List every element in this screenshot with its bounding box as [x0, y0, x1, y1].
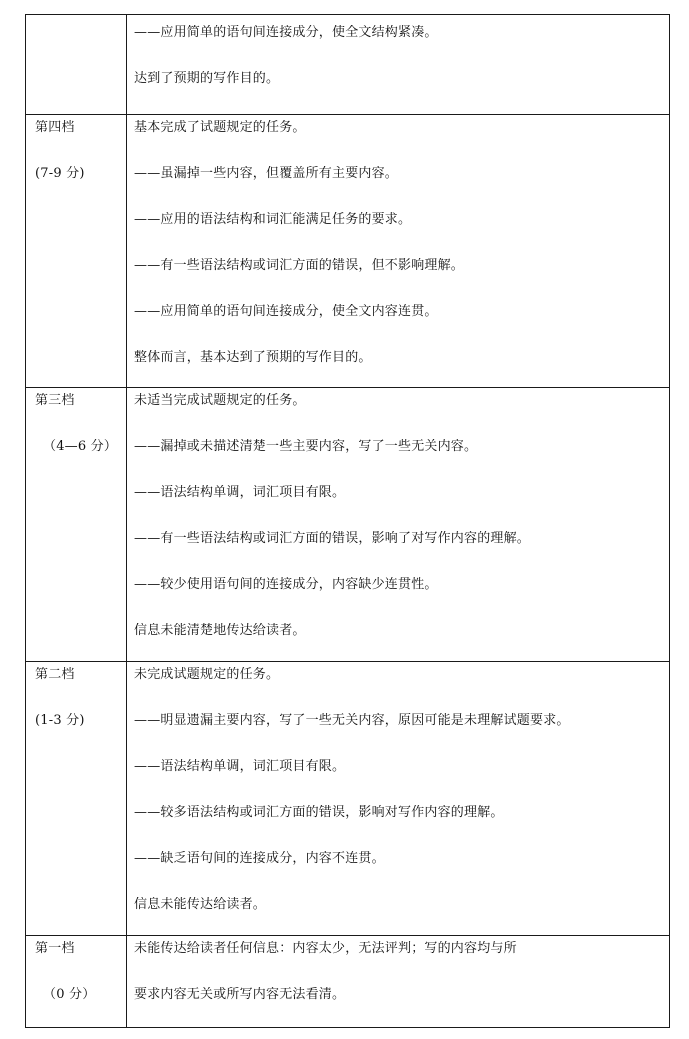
criterion-line: 达到了预期的写作目的。	[134, 71, 280, 86]
level-title: 第三档	[35, 393, 75, 408]
criterion-line: ——语法结构单调，词汇项目有限。	[134, 485, 346, 500]
description-cell	[127, 662, 670, 936]
level-cell	[26, 662, 127, 936]
level-score: (1-3 分)	[35, 713, 85, 728]
level-score: （4—6 分）	[43, 439, 118, 454]
level-score: （0 分）	[43, 987, 96, 1002]
rubric-row-level-2	[26, 662, 670, 936]
criterion-line: 未适当完成试题规定的任务。	[134, 393, 306, 408]
level-title: 第一档	[35, 941, 75, 956]
level-cell	[26, 388, 127, 662]
criterion-line: 整体而言，基本达到了预期的写作目的。	[134, 350, 372, 365]
description-cell	[127, 388, 670, 662]
criterion-line: ——漏掉或未描述清楚一些主要内容，写了一些无关内容。	[134, 439, 478, 454]
criterion-line: 未能传达给读者任何信息：内容太少，无法评判；写的内容均与所	[134, 941, 517, 956]
criterion-line: 要求内容无关或所写内容无法看清。	[134, 987, 346, 1002]
criterion-line: 信息未能传达给读者。	[134, 897, 267, 912]
level-title: 第四档	[35, 120, 75, 135]
rubric-row-level-1	[26, 936, 670, 1028]
criterion-line: 基本完成了试题规定的任务。	[134, 120, 306, 135]
rubric-row-level-3	[26, 388, 670, 662]
criterion-line: ——应用简单的语句间连接成分，使全文内容连贯。	[134, 304, 438, 319]
criterion-line: 信息未能清楚地传达给读者。	[134, 623, 306, 638]
description-cell	[127, 115, 670, 388]
criterion-line: ——有一些语法结构或词汇方面的错误，但不影响理解。	[134, 258, 465, 273]
scoring-rubric-table	[25, 14, 670, 1028]
criterion-line: ——应用简单的语句间连接成分，使全文结构紧凑。	[134, 25, 438, 40]
criterion-line: ——虽漏掉一些内容，但覆盖所有主要内容。	[134, 166, 399, 181]
criterion-line: ——语法结构单调，词汇项目有限。	[134, 759, 346, 774]
rubric-row-level-4	[26, 115, 670, 388]
criterion-line: ——有一些语法结构或词汇方面的错误，影响了对写作内容的理解。	[134, 531, 531, 546]
criterion-line: ——应用的语法结构和词汇能满足任务的要求。	[134, 212, 412, 227]
level-score: (7-9 分)	[35, 166, 85, 181]
level-cell	[26, 115, 127, 388]
description-cell	[127, 936, 670, 1028]
criterion-line: ——较多语法结构或词汇方面的错误，影响对写作内容的理解。	[134, 805, 504, 820]
level-title: 第二档	[35, 667, 75, 682]
description-cell	[127, 15, 670, 115]
level-cell-empty	[26, 15, 127, 115]
criterion-line: ——明显遗漏主要内容，写了一些无关内容，原因可能是未理解试题要求。	[134, 713, 570, 728]
criterion-line: ——较少使用语句间的连接成分，内容缺少连贯性。	[134, 577, 438, 592]
level-cell	[26, 936, 127, 1028]
rubric-row-continuation	[26, 15, 670, 115]
criterion-line: 未完成试题规定的任务。	[134, 667, 280, 682]
criterion-line: ——缺乏语句间的连接成分，内容不连贯。	[134, 851, 385, 866]
